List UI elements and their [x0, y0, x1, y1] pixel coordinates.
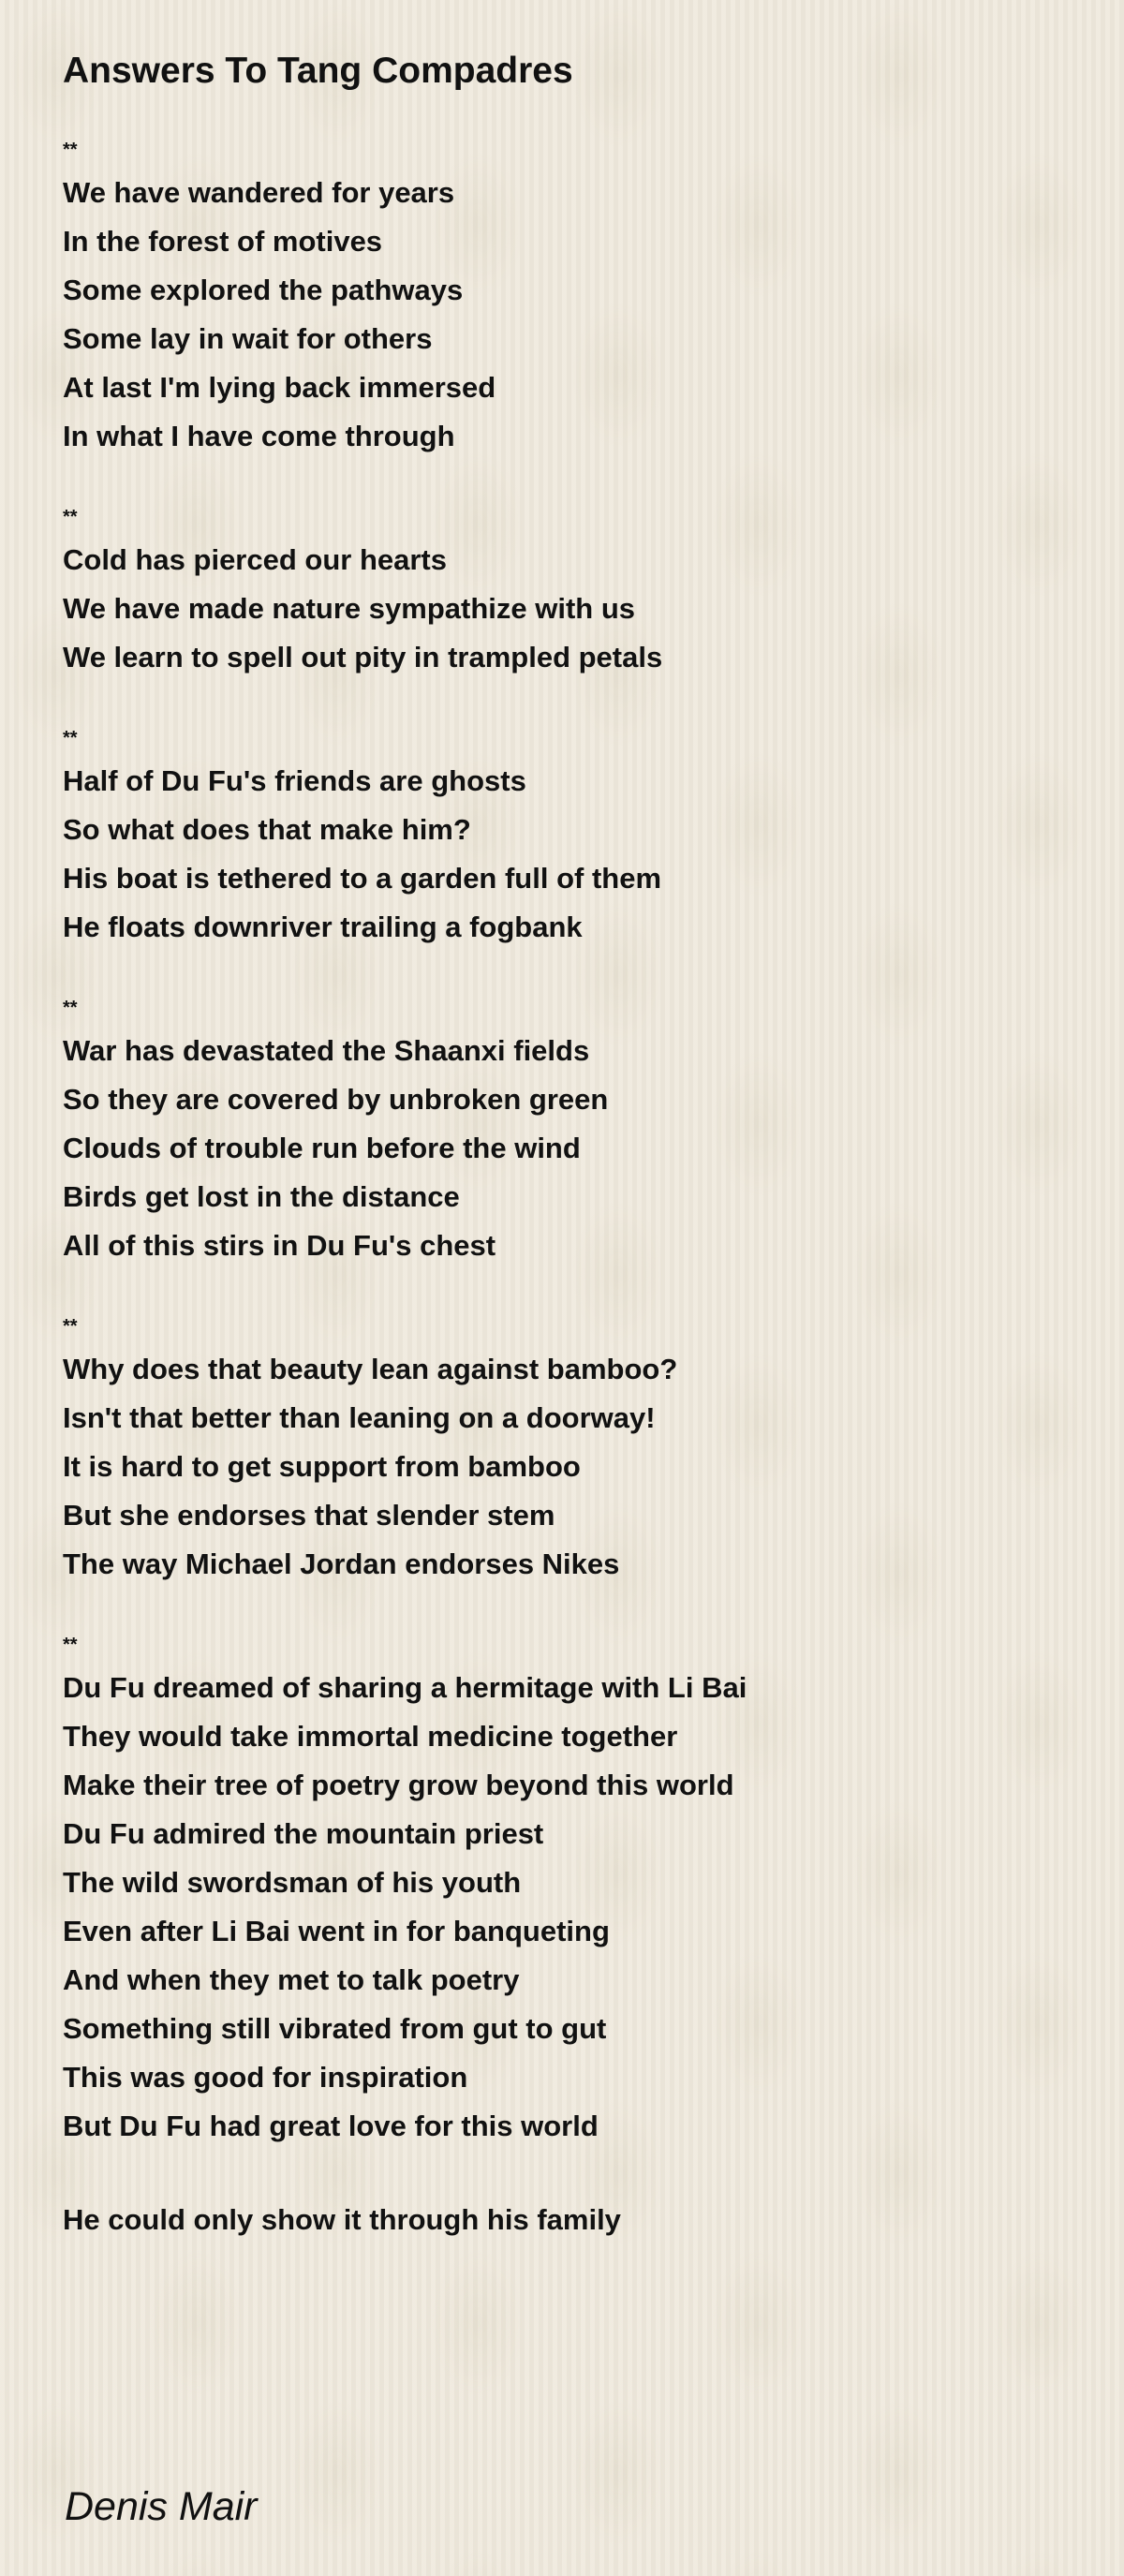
- poem-line: But Du Fu had great love for this world: [63, 2110, 599, 2142]
- poem-line: Some lay in wait for others: [63, 322, 433, 355]
- stanza-separator: **: [63, 507, 78, 527]
- poem-line: All of this stirs in Du Fu's chest: [63, 1229, 496, 1262]
- poem-line: Birds get lost in the distance: [63, 1180, 460, 1213]
- stanza: [63, 997, 1074, 1270]
- poem-line: At last I'm lying back immersed: [63, 371, 496, 404]
- poem-line: Du Fu dreamed of sharing a hermitage with Li Bai: [63, 1671, 747, 1704]
- stanza-separator: **: [63, 1635, 78, 1655]
- poem-line: So what does that make him?: [63, 813, 471, 846]
- poem-line: The wild swordsman of his youth: [63, 1866, 522, 1899]
- poem-line: We have made nature sympathize with us: [63, 592, 635, 625]
- poem-line: It is hard to get support from bamboo: [63, 1450, 581, 1483]
- poem-line: He could only show it through his family: [63, 2203, 621, 2236]
- stanza: [63, 1634, 1074, 2151]
- poem-line: Du Fu admired the mountain priest: [63, 1817, 544, 1850]
- poem-line: So they are covered by unbroken green: [63, 1083, 609, 1116]
- stanza: [63, 1315, 1074, 1589]
- poem-line: His boat is tethered to a garden full of them: [63, 862, 662, 895]
- stanza: [63, 139, 1074, 461]
- poem-line: Cold has pierced our hearts: [63, 543, 447, 576]
- poem-line: War has devastated the Shaanxi fields: [63, 1034, 590, 1067]
- poem-line: Why does that beauty lean against bamboo?: [63, 1353, 678, 1385]
- poem-line: In what I have come through: [63, 420, 455, 452]
- poem-line: Isn't that better than leaning on a doorway!: [63, 1401, 656, 1434]
- stanza-separator: **: [63, 1316, 78, 1337]
- poem-line: He floats downriver trailing a fogbank: [63, 910, 583, 943]
- poem-line: But she endorses that slender stem: [63, 1499, 555, 1532]
- poem-line: Make their tree of poetry grow beyond this world: [63, 1769, 734, 1801]
- poem-line: Clouds of trouble run before the wind: [63, 1132, 581, 1164]
- poem-line: Even after Li Bai went in for banqueting: [63, 1915, 610, 1947]
- stanza: [63, 506, 1074, 682]
- stanza: [63, 727, 1074, 952]
- poem-line: Some explored the pathways: [63, 274, 464, 306]
- stanza-separator: **: [63, 140, 78, 160]
- author-name: Denis Mair: [65, 2484, 258, 2529]
- stanza-separator: **: [63, 728, 78, 748]
- stanza: [63, 2196, 1074, 2244]
- poem-line: And when they met to talk poetry: [63, 1963, 520, 1996]
- poem-body: [63, 139, 1074, 2289]
- poem-line: The way Michael Jordan endorses Nikes: [63, 1547, 620, 1580]
- poem-line: In the forest of motives: [63, 225, 383, 258]
- poem-line: Something still vibrated from gut to gut: [63, 2012, 607, 2045]
- poem-title: Answers To Tang Compadres: [63, 51, 573, 91]
- poem-line: Half of Du Fu's friends are ghosts: [63, 764, 526, 797]
- poem-line: We have wandered for years: [63, 176, 455, 209]
- poem-line: They would take immortal medicine together: [63, 1720, 678, 1753]
- poem-line: We learn to spell out pity in trampled petals: [63, 641, 663, 674]
- poem-line: This was good for inspiration: [63, 2061, 468, 2094]
- stanza-separator: **: [63, 998, 78, 1018]
